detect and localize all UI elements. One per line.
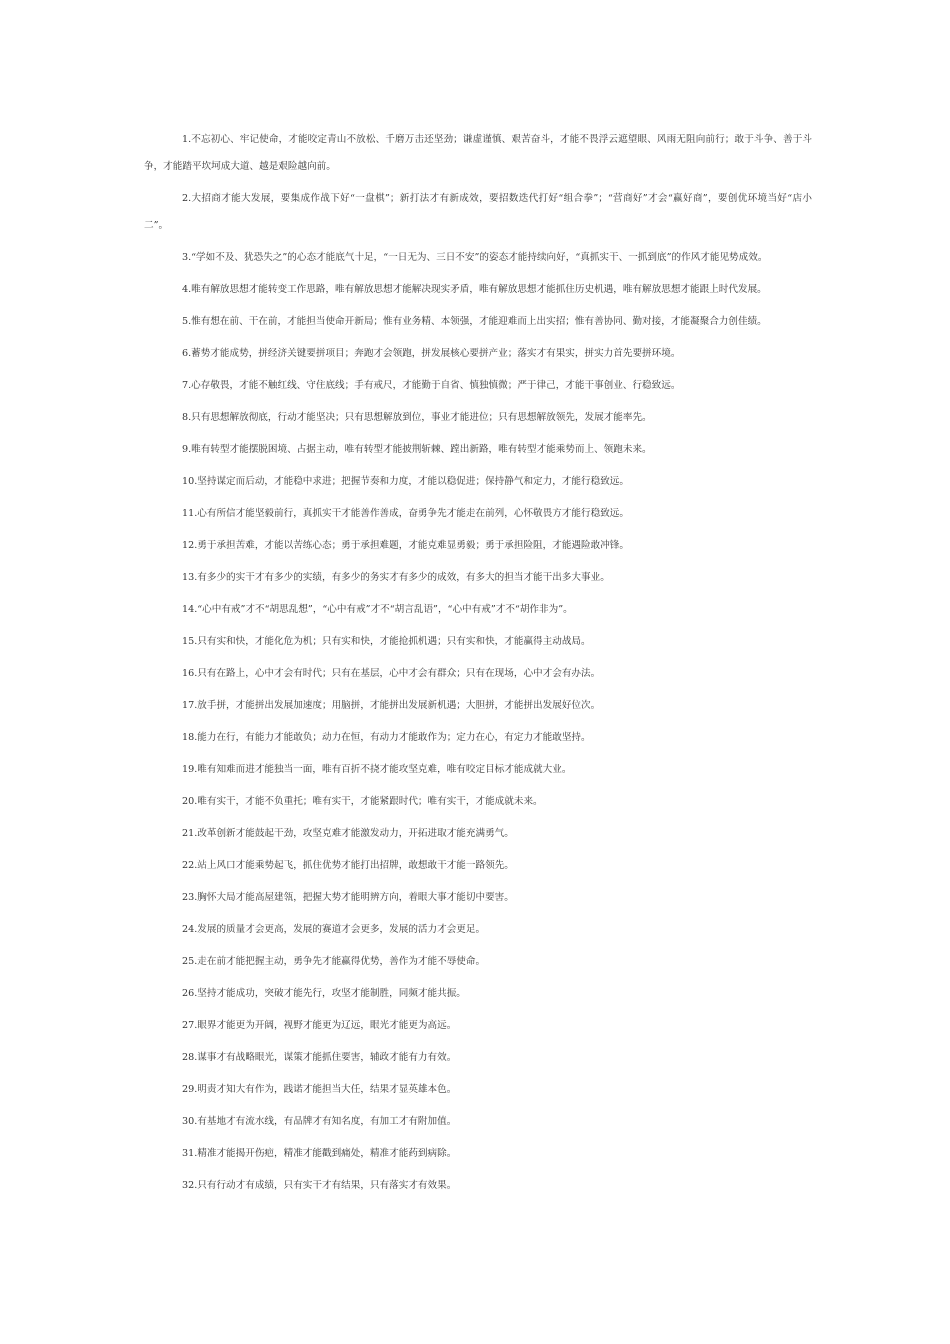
list-item: 21.改革创新才能鼓起干劲，攻坚克难才能激发动力，开拓进取才能充满勇气。 [182,828,514,839]
list-item: 24.发展的质量才会更高，发展的赛道才会更多，发展的活力才会更足。 [182,924,486,935]
list-item: 22.站上风口才能乘势起飞，抓住优势才能打出招牌，敢想敢干才能一路领先。 [182,860,514,871]
list-item: 8.只有思想解放彻底，行动才能坚决；只有思想解放到位，事业才能进位；只有思想解放领先，发展才能率先。 [182,412,652,423]
list-item: 28.谋事才有战略眼光，谋策才能抓住要害，辅政才能有力有效。 [182,1052,457,1063]
list-item: 15.只有实和快，才能化危为机；只有实和快，才能抢抓机遇；只有实和快，才能赢得主动战局。 [182,636,591,647]
list-item: 13.有多少的实干才有多少的实绩，有多少的务实才有多少的成效，有多大的担当才能干出多大事业。 [182,572,610,583]
list-item: 6.蓄势才能成势，拼经济关键要拼项目；奔跑才会领跑，拼发展核心要拼产业；落实才有果实，拼实力首先要拼环境。 [182,348,681,359]
list-item: 4.唯有解放思想才能转变工作思路，唯有解放思想才能解决现实矛盾，唯有解放思想才能抓住历史机遇，唯有解放思想才能跟上时代发展。 [182,284,767,295]
list-item: 18.能力在行，有能力才能敢负；动力在恒，有动力才能敢作为；定力在心，有定力才能敢坚持。 [182,732,591,743]
list-item: 10.坚持谋定而后动，才能稳中求进；把握节奏和力度，才能以稳促进；保持静气和定力，才能行稳致远。 [182,476,629,487]
list-item: 30.有基地才有流水线，有品牌才有知名度，有加工才有附加值。 [182,1116,457,1127]
list-item: 9.唯有转型才能摆脱困境、占据主动，唯有转型才能披荆斩棘、蹚出新路，唯有转型才能乘势而上、领跑未来。 [182,444,652,455]
list-item: 7.心存敬畏，才能不触红线、守住底线；手有戒尺，才能勤于自省、慎独慎微；严于律己，才能干事创业、行稳致远。 [182,380,681,391]
list-item: 31.精准才能揭开伤疤，精准才能戳到痛处，精准才能药到病除。 [182,1148,457,1159]
list-item: 5.惟有想在前、干在前，才能担当使命开新局；惟有业务精、本领强，才能迎难而上出实招；惟有善协同、勤对接，才能凝聚合力创佳绩。 [182,316,767,327]
list-item: 16.只有在路上，心中才会有时代；只有在基层，心中才会有群众；只有在现场，心中才会有办法。 [182,668,601,679]
list-item: 19.唯有知难而进才能独当一面，唯有百折不挠才能攻坚克难，唯有咬定目标才能成就大业。 [182,764,572,775]
list-item: 2.大招商才能大发展，要集成作战下好“一盘棋”；新打法才有新成效，要招数迭代打好“组合拳”；“营商好”才会“赢好商”，要创优环境当好“店小二”。 [144,193,812,231]
list-item: 11.心有所信才能坚毅前行，真抓实干才能善作善成，奋勇争先才能走在前列，心怀敬畏方才能行稳致远。 [182,508,629,519]
list-item: 3.“学如不及、犹恐失之”的心态才能底气十足，“一日无为、三日不安”的姿态才能持续向好，“真抓实干、一抓到底”的作风才能见势成效。 [182,252,768,263]
list-item: 27.眼界才能更为开阔，视野才能更为辽远，眼光才能更为高远。 [182,1020,457,1031]
list-item: 32.只有行动才有成绩，只有实干才有结果，只有落实才有效果。 [182,1180,457,1191]
document-body [144,126,812,1204]
list-item: 20.唯有实干，才能不负重托；唯有实干，才能紧跟时代；唯有实干，才能成就未来。 [182,796,543,807]
list-item: 17.放手拼，才能拼出发展加速度；用脑拼，才能拼出发展新机遇；大胆拼，才能拼出发展好位次。 [182,700,601,711]
list-item: 14.“心中有戒”才不“胡思乱想”，“心中有戒”才不“胡言乱语”，“心中有戒”才不“胡作非为”。 [182,604,573,615]
list-item: 25.走在前才能把握主动，勇争先才能赢得优势，善作为才能不辱使命。 [182,956,486,967]
list-item: 12.勇于承担苦难，才能以苦练心态；勇于承担难题，才能克难显勇毅；勇于承担险阻，才能遇险敢冲锋。 [182,540,629,551]
list-item: 1.不忘初心、牢记使命，才能咬定青山不放松、千磨万击还坚劲；谦虚谨慎、艰苦奋斗，才能不畏浮云遮望眼、风雨无阻向前行；敢于斗争、善于斗争，才能踏平坎坷成大道、越是艰险越向前。 [144,134,812,172]
list-item: 29.明责才知大有作为，践诺才能担当大任，结果才显英雄本色。 [182,1084,457,1095]
list-item: 23.胸怀大局才能高屋建瓴，把握大势才能明辨方向，着眼大事才能切中要害。 [182,892,514,903]
list-item: 26.坚持才能成功，突破才能先行，攻坚才能制胜，同频才能共振。 [182,988,466,999]
